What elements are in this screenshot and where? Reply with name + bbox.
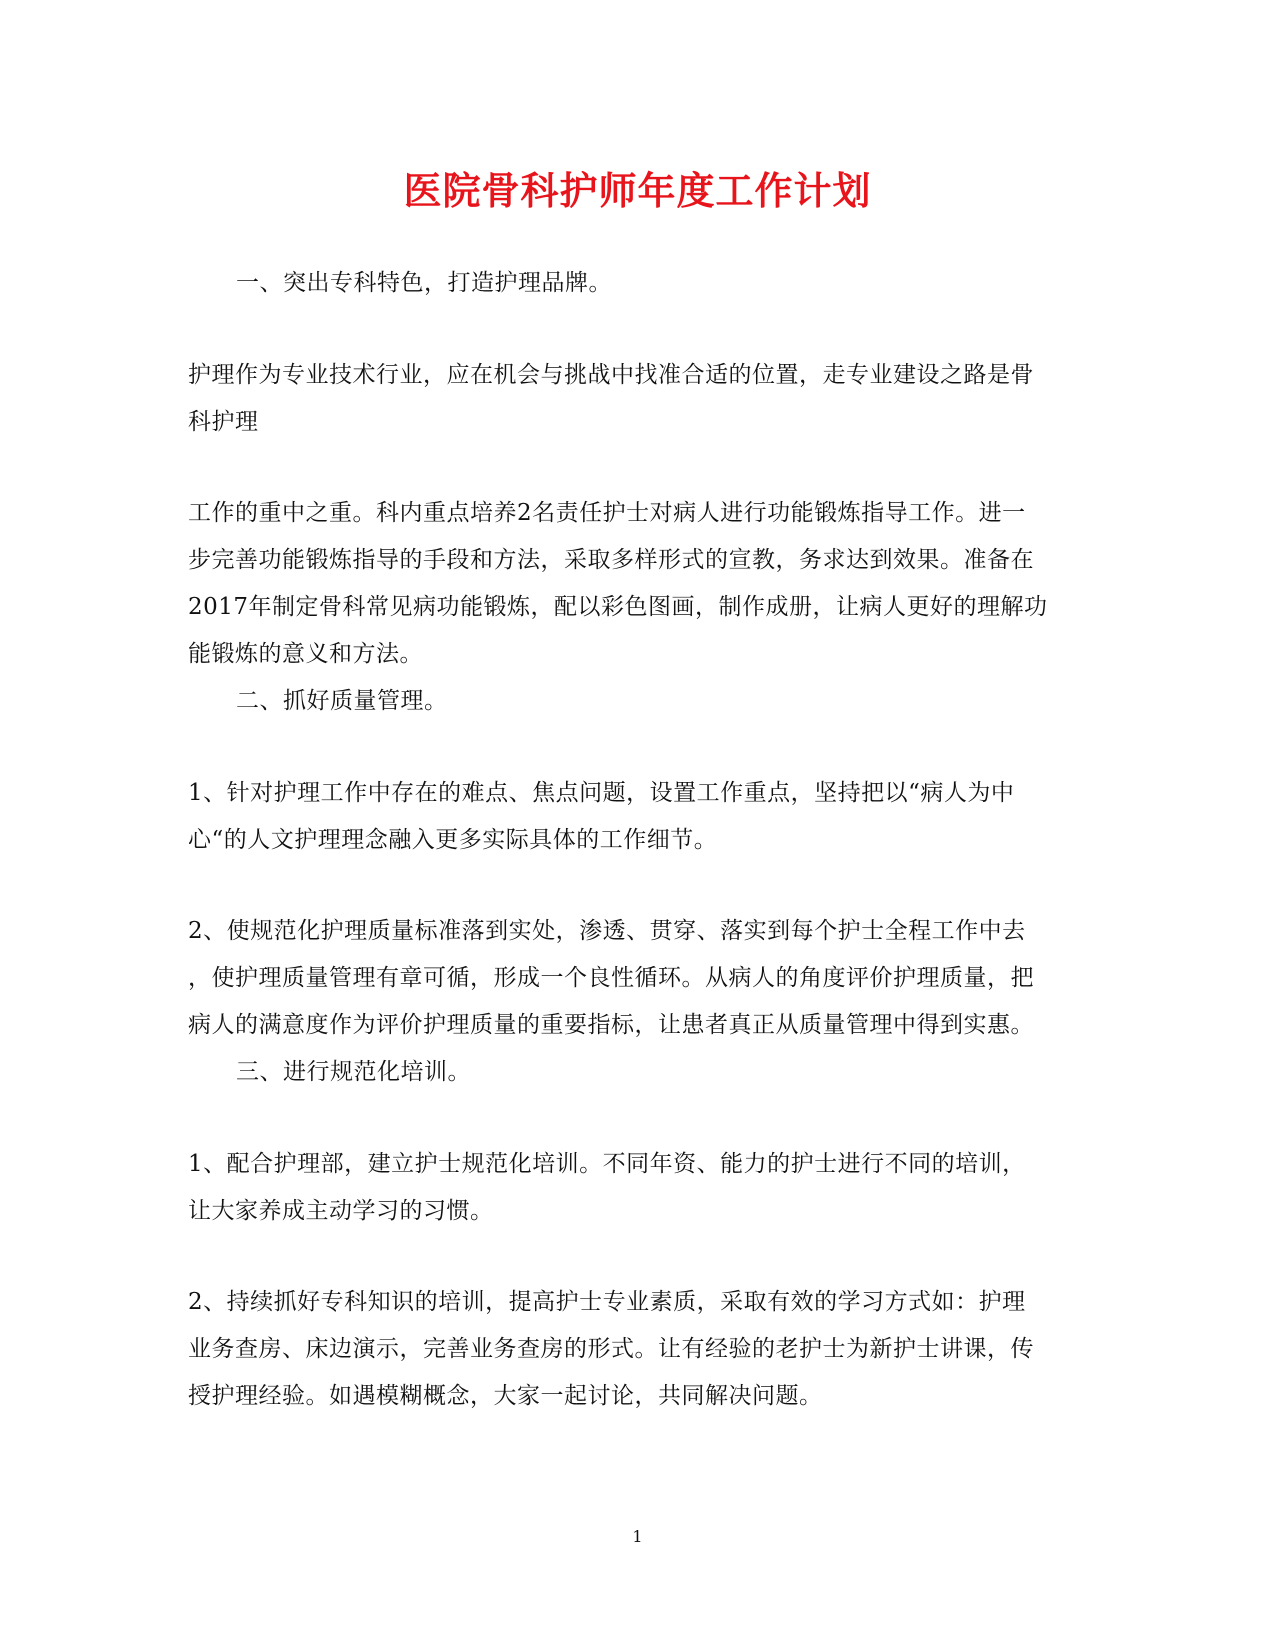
paragraph-line: 工作的重中之重。科内重点培养2名责任护士对病人进行功能锻炼指导工作。进一 xyxy=(188,500,1026,526)
paragraph xyxy=(188,1141,1088,1235)
section-1-heading xyxy=(188,260,1088,307)
paragraph-line: 病人的满意度作为评价护理质量的重要指标，让患者真正从质量管理中得到实惠。 xyxy=(188,1012,1034,1038)
page-number: 1 xyxy=(632,1527,643,1546)
heading-text: 二、抓好质量管理。 xyxy=(236,688,448,714)
paragraph-line: 步完善功能锻炼指导的手段和方法，采取多样形式的宣教，务求达到效果。准备在 xyxy=(188,547,1034,573)
paragraph-line: 科护理 xyxy=(188,409,259,435)
paragraph xyxy=(188,770,1088,864)
paragraph-line: 2、使规范化护理质量标准落到实处，渗透、贯穿、落实到每个护士全程工作中去 xyxy=(188,918,1026,944)
paragraph xyxy=(188,908,1088,1049)
paragraph-line: 授护理经验。如遇模糊概念，大家一起讨论，共同解决问题。 xyxy=(188,1383,823,1409)
paragraph-line: 1、针对护理工作中存在的难点、焦点问题，设置工作重点，坚持把以“病人为中 xyxy=(188,780,1015,806)
paragraph-line: 心“的人文护理理念融入更多实际具体的工作细节。 xyxy=(188,827,718,853)
paragraph xyxy=(188,1279,1088,1420)
paragraph-line: 能锻炼的意义和方法。 xyxy=(188,641,423,667)
paragraph-line: 业务查房、床边演示，完善业务查房的形式。让有经验的老护士为新护士讲课，传 xyxy=(188,1336,1034,1362)
document-title: 医院骨科护师年度工作计划 xyxy=(403,168,872,213)
paragraph xyxy=(188,352,1088,446)
heading-text: 三、进行规范化培训。 xyxy=(236,1059,471,1085)
section-3-heading xyxy=(188,1049,1088,1096)
heading-text: 一、突出专科特色，打造护理品牌。 xyxy=(236,270,612,296)
section-2-heading xyxy=(188,678,1088,725)
paragraph-line: 护理作为专业技术行业，应在机会与挑战中找准合适的位置，走专业建设之路是骨 xyxy=(188,362,1034,388)
paragraph-line: 1、配合护理部，建立护士规范化培训。不同年资、能力的护士进行不同的培训， xyxy=(188,1151,1026,1177)
paragraph-line: 2、持续抓好专科知识的培训，提高护士专业素质，采取有效的学习方式如：护理 xyxy=(188,1289,1026,1315)
paragraph-line: ，使护理质量管理有章可循，形成一个良性循环。从病人的角度评价护理质量，把 xyxy=(188,965,1034,991)
paragraph xyxy=(188,490,1088,678)
paragraph-line: 2017年制定骨科常见病功能锻炼，配以彩色图画，制作成册，让病人更好的理解功 xyxy=(188,594,1048,620)
paragraph-line: 让大家养成主动学习的习惯。 xyxy=(188,1198,494,1224)
